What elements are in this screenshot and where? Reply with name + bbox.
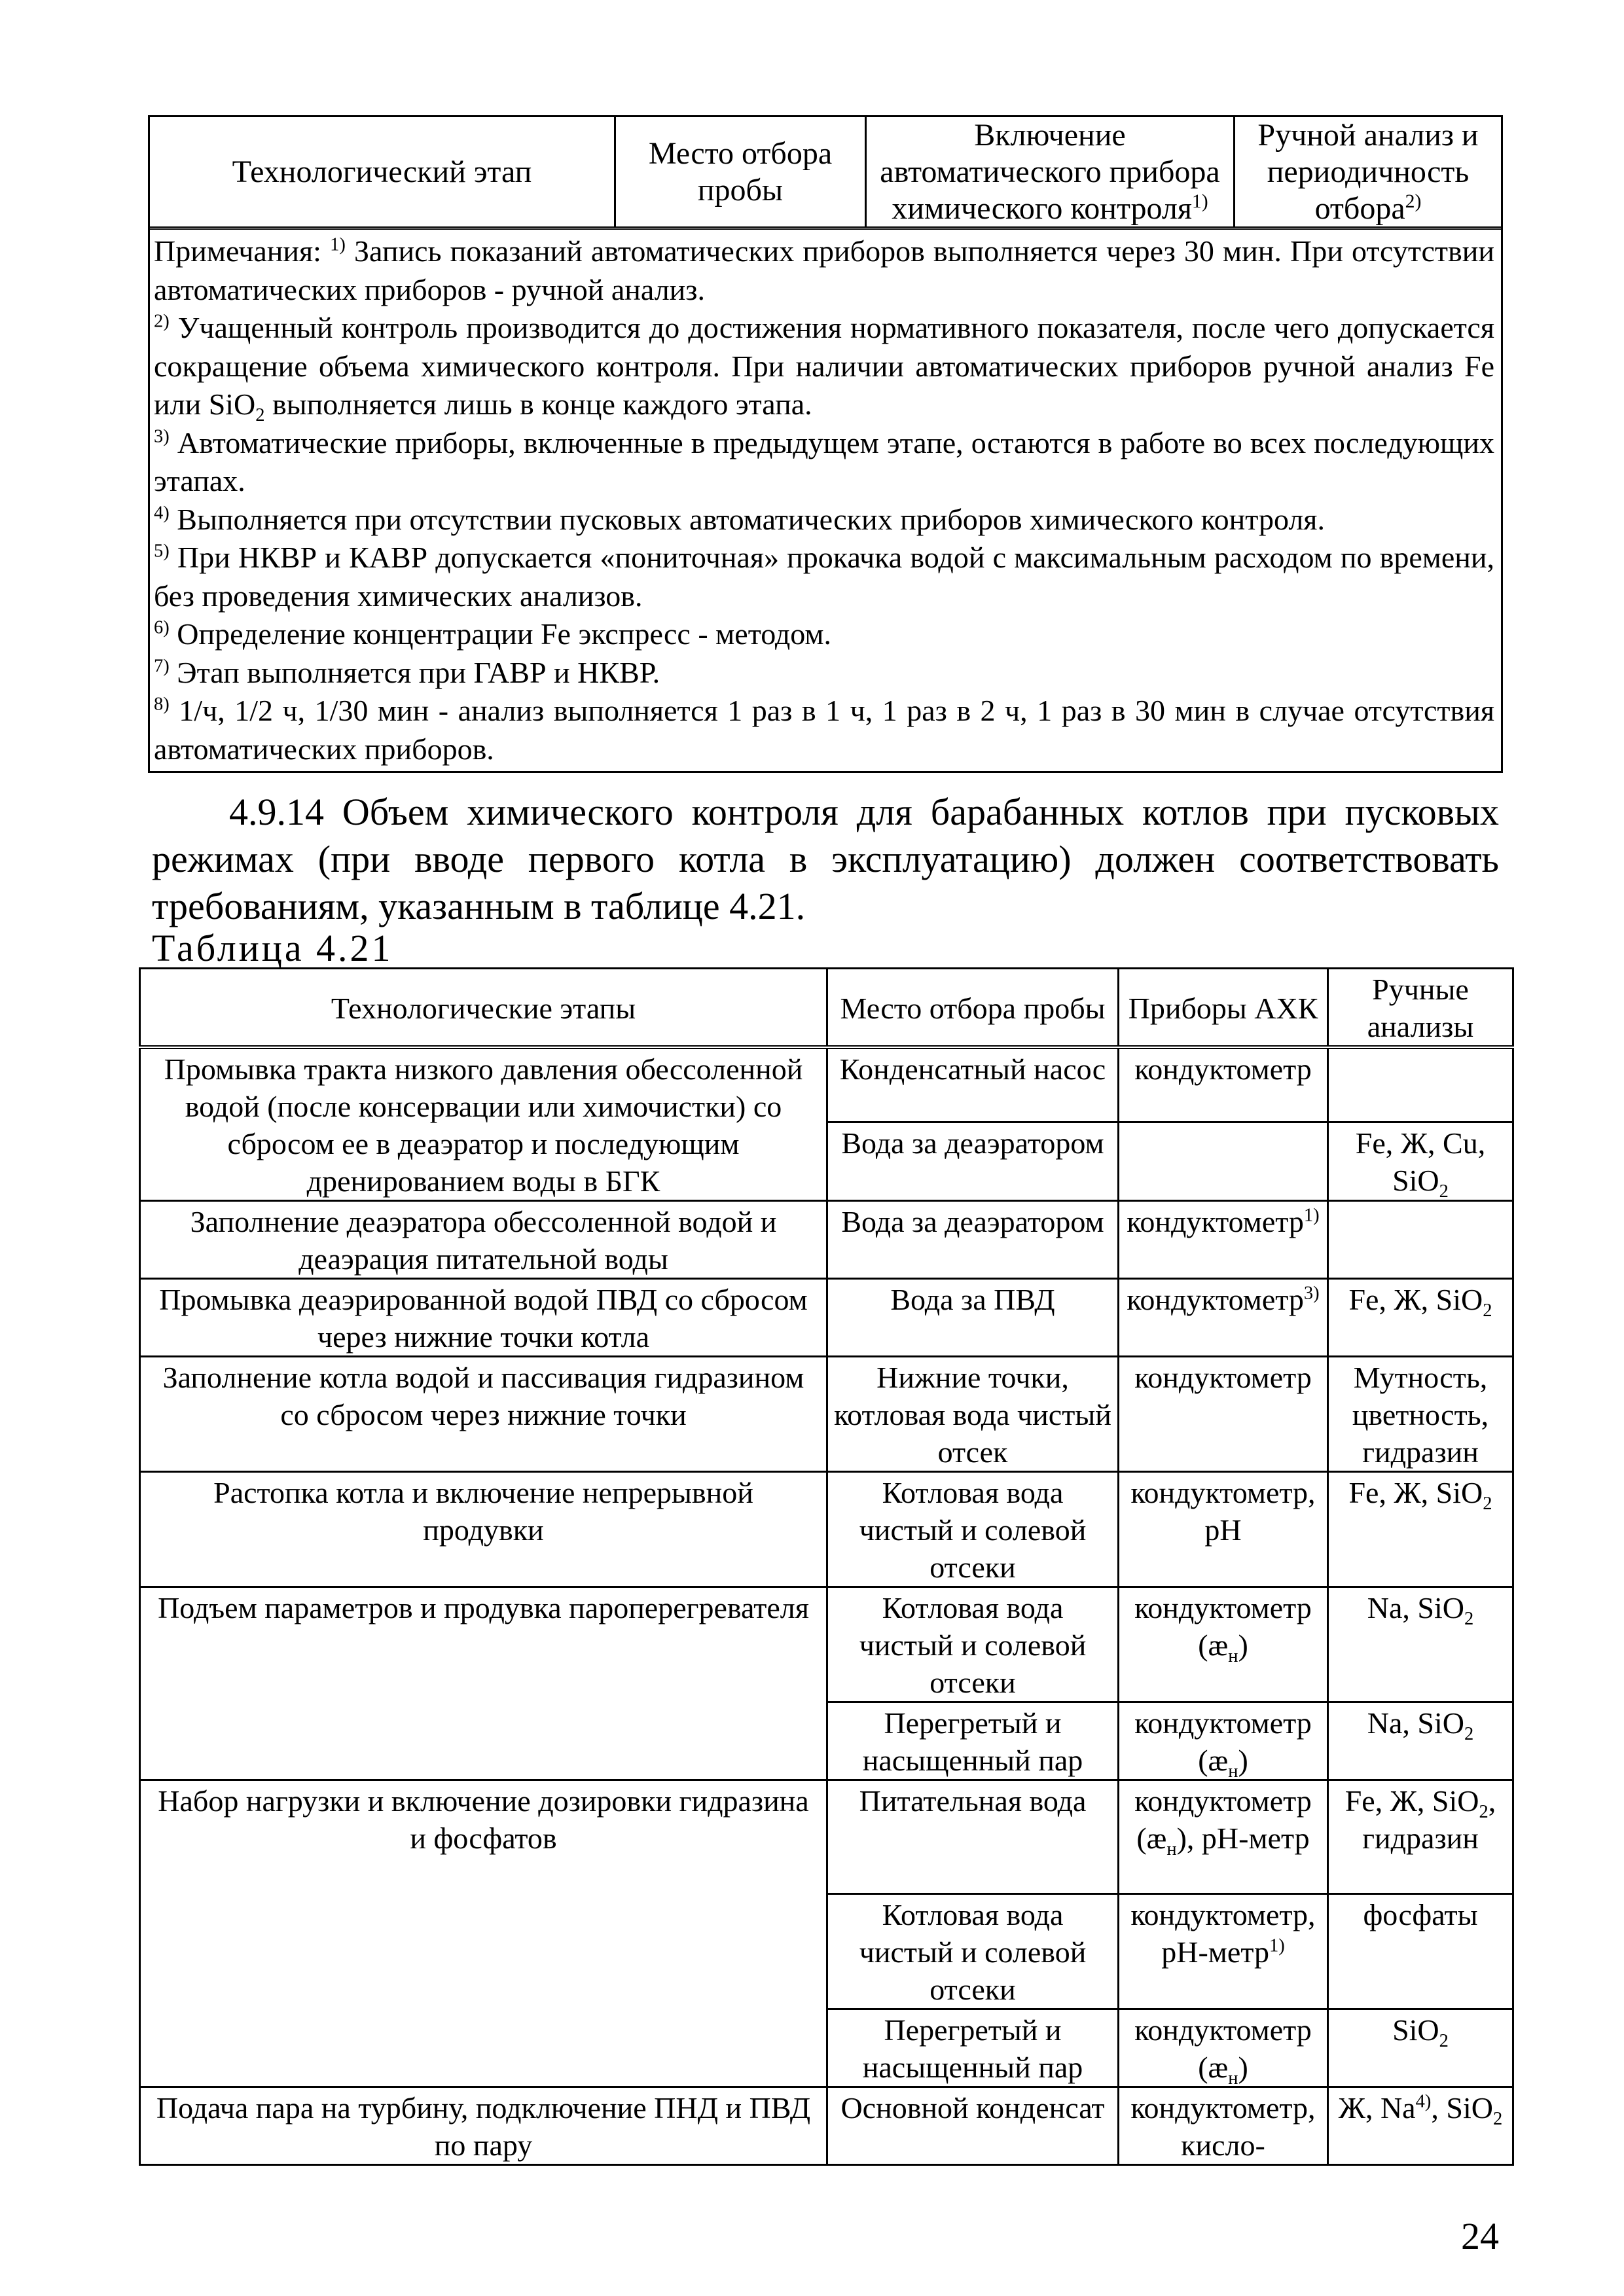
note-1: Примечания: $^{1)}$ Запись показаний автоматических приборов выполняется через 30 мин. При отсутствии автоматических приборов - ручной анализ. (154, 234, 1494, 306)
sampling-cell: Вода за деаэратором (827, 1122, 1119, 1201)
device-cell: кондуктометр, pH (1119, 1472, 1328, 1587)
analysis-cell: Ж, Na$^{4)}$, SiO$_2$ (1328, 2087, 1513, 2165)
device-cell (1119, 1122, 1328, 1201)
device-cell: кондуктометр$^{1)}$ (1119, 1201, 1328, 1279)
device-cell: кондуктометр $(æ_н)$ (1119, 2009, 1328, 2087)
note-2: $^{2)}$ Учащенный контроль производится до достижения нормативного показателя, после чего допускается сокращение объема химического контроля. При наличии автоматических приборов ручной анализ Fe или SiO$_2$ выполняется лишь в конце каждого этапа. (154, 311, 1494, 426)
continuation-table-header (150, 117, 1501, 230)
table-row (140, 1279, 1513, 1357)
analysis-cell: Fe, Ж, Cu, SiO$_2$ (1328, 1122, 1513, 1201)
stage-cell: Заполнение котла водой и пассивация гидразином со сбросом через нижние точки (140, 1357, 827, 1472)
header-manual-analysis: Ручной анализ и периодичность отбора$^{2)}$ (1257, 117, 1479, 226)
analysis-cell (1328, 1047, 1513, 1122)
note-5: $^{5)}$ При НКВР и КАВР допускается «пониточная» прокачка водой с максимальным расходом по времени, без проведения химических анализов. (154, 541, 1495, 613)
device-cell: кондуктометр, pH-метр$^{1)}$ (1119, 1894, 1328, 2009)
table-row (140, 1201, 1513, 1279)
sampling-cell: Конденсатный насос (827, 1047, 1119, 1122)
header-devices: Приборы АХК (1119, 969, 1328, 1048)
header-sampling-point: Место отбора пробы (827, 969, 1119, 1048)
note-4: $^{4)}$ Выполняется при отсутствии пусковых автоматических приборов химического контроля. (154, 502, 1325, 536)
table-row (140, 1587, 1513, 1702)
device-cell: кондуктометр (1119, 1357, 1328, 1472)
sampling-cell: Перегретый и насыщенный пар (827, 2009, 1119, 2087)
stage-cell: Растопка котла и включение непрерывной продувки (140, 1472, 827, 1587)
header-sampling-point: Место отбора пробы (616, 117, 867, 226)
sampling-cell: Перегретый и насыщенный пар (827, 1702, 1119, 1780)
analysis-cell: Мутность, цветность, гидразин (1328, 1357, 1513, 1472)
table-caption: Таблица 4.21 (152, 927, 393, 969)
note-7: $^{7)}$ Этап выполняется при ГАВР и НКВР. (154, 655, 660, 689)
header-manual-analyses: Ручные анализы (1328, 969, 1513, 1048)
stage-cell: Подъем параметров и продувка пароперегревателя (140, 1587, 827, 1780)
device-cell: кондуктометр (1119, 1047, 1328, 1122)
table-row (140, 1780, 1513, 1894)
device-cell: кондуктометр $(æ_н)$ (1119, 1702, 1328, 1780)
table-notes (150, 230, 1501, 771)
sampling-cell: Питательная вода (827, 1780, 1119, 1894)
sampling-cell: Вода за деаэратором (827, 1201, 1119, 1279)
device-cell: кондуктометр $(æ_н)$ (1119, 1587, 1328, 1702)
table-row (140, 1357, 1513, 1472)
stage-cell: Набор нагрузки и включение дозировки гидразина и фосфатов (140, 1780, 827, 2087)
section-paragraph: 4.9.14 Объем химического контроля для барабанных котлов при пусковых режимах (при вводе первого котла в эксплуатацию) должен соответствовать требованиям, указанным в таблице 4.21. (152, 791, 1499, 927)
continuation-table (148, 115, 1503, 773)
sampling-cell: Котловая вода чистый и солевой отсеки (827, 1472, 1119, 1587)
sampling-cell: Основной конденсат (827, 2087, 1119, 2165)
header-technological-stage: Технологический этап (150, 117, 616, 226)
analysis-cell: SiO$_2$ (1328, 2009, 1513, 2087)
table-header-row (140, 969, 1513, 1048)
sampling-cell: Котловая вода чистый и солевой отсеки (827, 1587, 1119, 1702)
note-3: $^{3)}$ Автоматические приборы, включенные в предыдущем этапе, остаются в работе во всех последующих этапах. (154, 425, 1495, 497)
analysis-cell: Na, SiO$_2$ (1328, 1587, 1513, 1702)
analysis-cell: Fe, Ж, SiO$_2$, гидразин (1328, 1780, 1513, 1894)
device-cell: кондуктометр$^{3)}$ (1119, 1279, 1328, 1357)
analysis-cell (1328, 1201, 1513, 1279)
sampling-cell: Вода за ПВД (827, 1279, 1119, 1357)
table-row (140, 1047, 1513, 1122)
header-stages: Технологические этапы (140, 969, 827, 1048)
header-auto-device: Включение автоматического прибора химического контроля$^{1)}$ (867, 117, 1235, 226)
table-row (140, 2087, 1513, 2165)
table-4-21 (139, 967, 1514, 2166)
sampling-cell: Нижние точки, котловая вода чистый отсек (827, 1357, 1119, 1472)
analysis-cell: Fe, Ж, SiO$_2$ (1328, 1279, 1513, 1357)
note-6: $^{6)}$ Определение концентрации Fe экспресс - методом. (154, 617, 832, 651)
analysis-cell: Fe, Ж, SiO$_2$ (1328, 1472, 1513, 1587)
stage-cell: Заполнение деаэратора обессоленной водой и деаэрация питательной воды (140, 1201, 827, 1279)
device-cell: кондуктометр, кисло- (1119, 2087, 1328, 2165)
table-row (140, 1472, 1513, 1587)
stage-cell: Промывка деаэрированной водой ПВД со сбросом через нижние точки котла (140, 1279, 827, 1357)
analysis-cell: Na, SiO$_2$ (1328, 1702, 1513, 1780)
stage-cell: Промывка тракта низкого давления обессоленной водой (после консервации или химочистки) со сбросом ее в деаэратор и последующим дренированием воды в БГК (140, 1047, 827, 1201)
note-8: $^{8)}$ 1/ч, 1/2 ч, 1/30 мин - анализ выполняется 1 раз в 1 ч, 1 раз в 2 ч, 1 раз в 30 мин в случае отсутствия автоматических приборов. (154, 694, 1494, 766)
sampling-cell: Котловая вода чистый и солевой отсеки (827, 1894, 1119, 2009)
device-cell: кондуктометр $(æ_н)$, pH-метр (1119, 1780, 1328, 1894)
page-number: 24 (1461, 2215, 1499, 2257)
analysis-cell: фосфаты (1328, 1894, 1513, 2009)
stage-cell: Подача пара на турбину, подключение ПНД и ПВД по пару (140, 2087, 827, 2165)
